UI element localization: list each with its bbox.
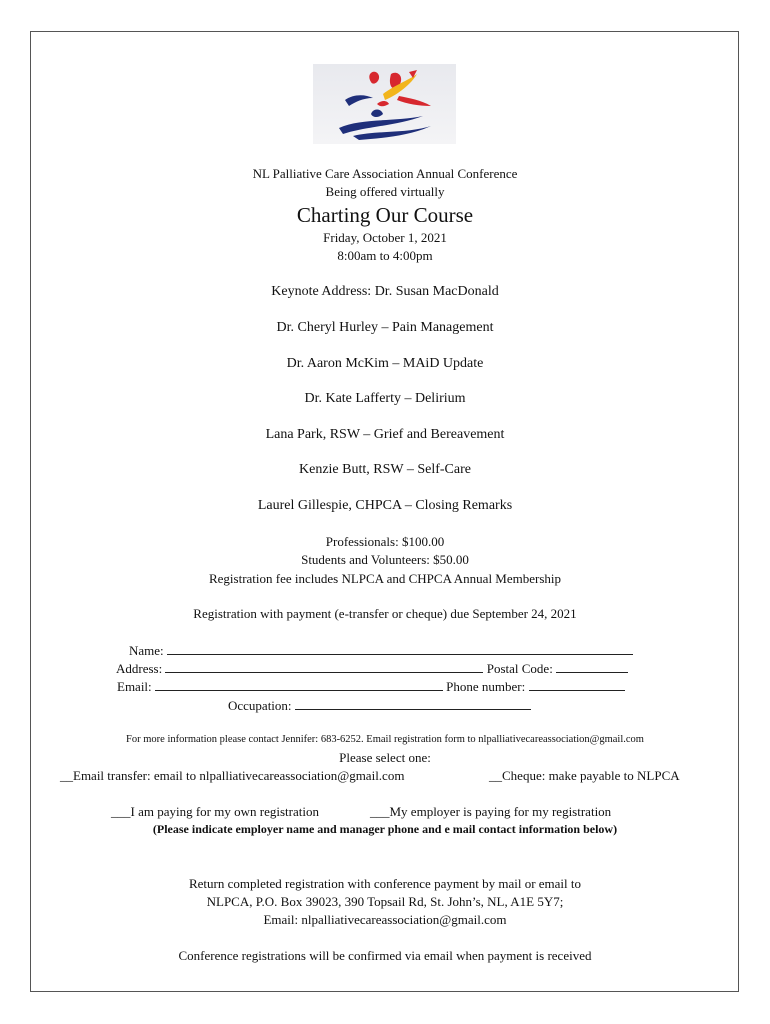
contact-info: For more information please contact Jennifer: 683-6252. Email registration form to nlpalliativecareassociation@gmail.com — [126, 734, 644, 745]
address-label: Address: — [116, 661, 163, 676]
virtual-subtitle: Being offered virtually — [325, 184, 445, 199]
fee-professionals: Professionals: $100.00 — [325, 534, 445, 549]
fee-students: Students and Volunteers: $50.00 — [301, 552, 469, 567]
cheque-option[interactable]: __Cheque: make payable to NLPCA — [489, 768, 680, 783]
logo-brush-icon — [313, 64, 456, 144]
event-date: Friday, October 1, 2021 — [323, 230, 447, 245]
contact-email: Email: nlpalliativecareassociation@gmail.com — [263, 912, 507, 927]
email-label: Email: — [117, 679, 152, 694]
address-row — [116, 661, 628, 677]
email-transfer-option[interactable]: __Email transfer: email to nlpalliativecareassociation@gmail.com — [60, 768, 405, 783]
phone-field[interactable] — [529, 679, 625, 691]
association-logo — [313, 64, 456, 144]
return-instructions: Return completed registration with conference payment by mail or email to — [188, 876, 582, 891]
name-row — [129, 643, 633, 659]
association-name: NL Palliative Care Association Annual Conference — [252, 166, 518, 181]
occupation-label: Occupation: — [228, 698, 292, 713]
email-row — [117, 679, 625, 695]
postal-code-field[interactable] — [556, 661, 628, 673]
occupation-field[interactable] — [295, 698, 531, 710]
event-time: 8:00am to 4:00pm — [337, 248, 433, 263]
speaker-item: Lana Park, RSW – Grief and Bereavement — [265, 427, 505, 442]
speaker-keynote: Keynote Address: Dr. Susan MacDonald — [271, 284, 499, 299]
fee-membership-note: Registration fee includes NLPCA and CHPCA Annual Membership — [208, 571, 562, 586]
email-field[interactable] — [155, 679, 443, 691]
phone-label: Phone number: — [446, 679, 526, 694]
page-title: Charting Our Course — [296, 203, 474, 227]
occupation-row — [228, 698, 531, 714]
confirmation-note: Conference registrations will be confirmed via email when payment is received — [178, 948, 592, 963]
own-payment-option[interactable]: ___I am paying for my own registration — [111, 804, 319, 819]
employer-note: (Please indicate employer name and manager phone and e mail contact information below) — [152, 822, 618, 836]
employer-payment-option[interactable]: ___My employer is paying for my registration — [370, 804, 612, 819]
mailing-address: NLPCA, P.O. Box 39023, 390 Topsail Rd, St. John’s, NL, A1E 5Y7; — [206, 894, 564, 909]
registration-deadline: Registration with payment (e-transfer or cheque) due September 24, 2021 — [193, 606, 577, 621]
postal-code-label: Postal Code: — [486, 661, 553, 676]
name-field[interactable] — [167, 643, 633, 655]
speaker-item: Dr. Kate Lafferty – Delirium — [304, 391, 466, 406]
payment-select-heading: Please select one: — [339, 750, 431, 765]
name-label: Name: — [129, 643, 164, 658]
speaker-item: Dr. Cheryl Hurley – Pain Management — [276, 320, 494, 335]
speaker-item: Dr. Aaron McKim – MAiD Update — [286, 356, 484, 371]
speaker-item: Kenzie Butt, RSW – Self-Care — [299, 462, 471, 477]
speaker-item: Laurel Gillespie, CHPCA – Closing Remarks — [257, 498, 513, 513]
address-field[interactable] — [165, 661, 483, 673]
